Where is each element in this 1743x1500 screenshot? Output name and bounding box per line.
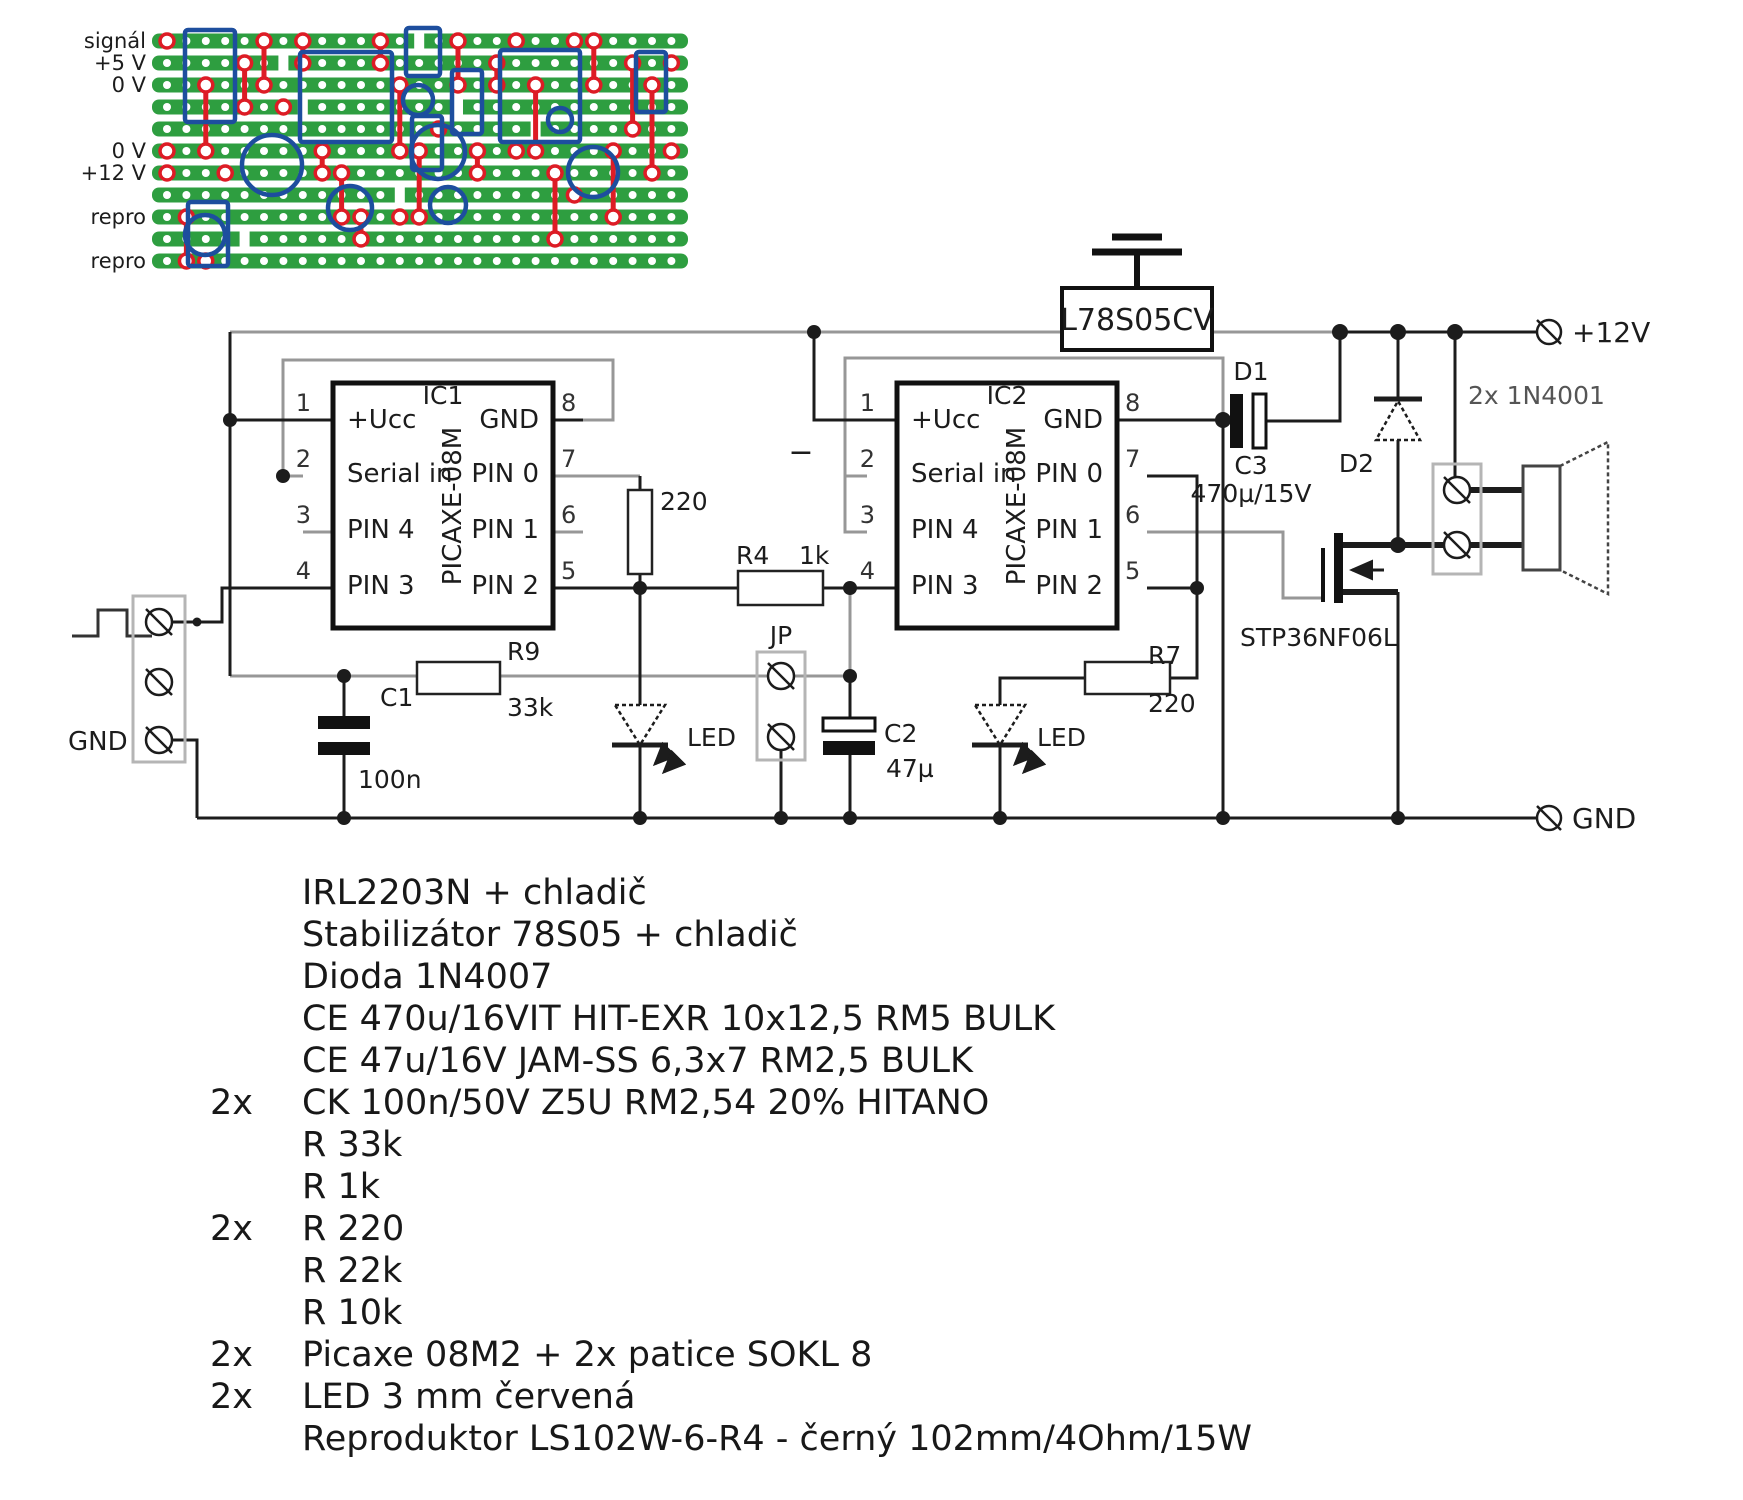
ic2-pin-number: 2 <box>859 445 875 473</box>
pulse-signal-icon <box>72 610 152 636</box>
parts-qty <box>210 1292 302 1334</box>
ic2-title: IC2 <box>986 381 1028 410</box>
parts-desc: CE 470u/16VIT HIT-EXR 10x12,5 RM5 BULK <box>302 999 1056 1039</box>
ic1-chip-name: PICAXE-08M <box>438 426 468 586</box>
c2-value: 47µ <box>886 754 934 783</box>
parts-desc: Dioda 1N4007 <box>302 957 553 997</box>
c1-label: C1 <box>380 683 414 712</box>
parts-qty <box>210 1166 302 1208</box>
parts-qty <box>210 872 302 914</box>
ic2-pin-label: PIN 2 <box>1035 571 1103 601</box>
ic2-pin1-wire <box>814 332 897 420</box>
r7-label: R7 <box>1148 641 1182 670</box>
ic2-pin-label: PIN 3 <box>911 571 979 601</box>
parts-row <box>0 1250 1743 1292</box>
ic1-pin-number: 8 <box>561 389 577 417</box>
ic2-pin-number: 8 <box>1125 389 1141 417</box>
ic1-pin-number: 3 <box>295 501 311 529</box>
parts-list <box>0 872 1743 1460</box>
led2 <box>972 705 1037 772</box>
parts-row <box>0 1040 1743 1082</box>
ic1-pin-label: PIN 2 <box>471 571 539 601</box>
jp-label: JP <box>769 621 793 650</box>
board-row-label: signál <box>83 29 146 53</box>
c3-value: 470µ/15V <box>1190 479 1312 508</box>
ic1-pin-label: PIN 0 <box>471 459 539 489</box>
led1 <box>612 705 677 772</box>
parts-desc: Stabilizátor 78S05 + chladič <box>302 915 798 955</box>
ic1-pin-number: 7 <box>561 445 577 473</box>
board-row-label: +12 V <box>80 161 146 185</box>
capacitor-c1 <box>318 716 370 755</box>
ic1-pin-number: 5 <box>561 557 577 585</box>
d2-label: D2 <box>1338 449 1374 478</box>
minus-label: − <box>788 435 814 470</box>
parts-desc: LED 3 mm červená <box>302 1377 636 1417</box>
led2-label: LED <box>1037 723 1086 752</box>
r9-label: R9 <box>507 637 541 666</box>
parts-qty: 2x <box>210 1209 253 1249</box>
ic1-picaxe <box>296 381 577 628</box>
regulator-label: L78S05CV <box>1060 303 1214 338</box>
parts-row <box>0 872 1743 914</box>
parts-row <box>0 1082 1743 1124</box>
ic2-pin-number: 1 <box>859 389 875 417</box>
gnd-left-label: GND <box>68 727 128 757</box>
ic2-pin-number: 6 <box>1125 501 1141 529</box>
ic2-pin-number: 5 <box>1125 557 1141 585</box>
ic1-pin-number: 1 <box>295 389 311 417</box>
capacitor-c3 <box>1230 394 1266 448</box>
ic2-pin-label: GND <box>1043 405 1103 435</box>
board-row-label: 0 V <box>111 139 146 163</box>
output-terminal-block <box>1433 464 1481 574</box>
diode-d2 <box>1374 399 1422 440</box>
diodes-label: 2x 1N4001 <box>1468 381 1605 410</box>
parts-qty <box>210 1040 302 1082</box>
parts-qty: 2x <box>210 1083 253 1123</box>
vplus-label: +12V <box>1572 316 1651 349</box>
r7-value: 220 <box>1148 689 1196 718</box>
r4-label: R4 <box>736 541 770 570</box>
vplus-terminal <box>1537 320 1561 344</box>
parts-qty <box>210 1124 302 1166</box>
resistor-r4 <box>738 571 823 605</box>
parts-row <box>0 1292 1743 1334</box>
parts-desc: R 1k <box>302 1167 380 1207</box>
ic2-picaxe <box>860 381 1141 628</box>
parts-qty <box>210 1250 302 1292</box>
parts-desc: R 220 <box>302 1209 405 1249</box>
parts-row <box>0 1166 1743 1208</box>
parts-qty: 2x <box>210 1377 253 1417</box>
parts-row <box>0 1334 1743 1376</box>
stripboard-layout <box>81 28 688 273</box>
ic2-pin-label: PIN 0 <box>1035 459 1103 489</box>
ic2-chip-name: PICAXE-08M <box>1002 426 1032 586</box>
parts-desc: CE 47u/16V JAM-SS 6,3x7 RM2,5 BULK <box>302 1041 973 1081</box>
gnd-terminal <box>1537 806 1561 830</box>
ic1-pin-number: 2 <box>295 445 311 473</box>
ic2-pin-label: PIN 1 <box>1035 515 1103 545</box>
led1-label: LED <box>687 723 736 752</box>
parts-qty <box>210 956 302 998</box>
c2-label: C2 <box>884 719 918 748</box>
c1-value: 100n <box>358 765 422 794</box>
c3-label: C3 <box>1234 451 1268 480</box>
jp-jumper-block <box>757 652 805 760</box>
parts-desc: IRL2203N + chladič <box>302 873 647 913</box>
parts-desc: CK 100n/50V Z5U RM2,54 20% HITANO <box>302 1083 990 1123</box>
ic1-pin-label: GND <box>479 405 539 435</box>
ic2-pin-label: Serial in <box>911 459 1017 489</box>
ic1-pin-number: 4 <box>295 557 311 585</box>
ic1-pin-label: Serial in <box>347 459 453 489</box>
r9-value: 33k <box>507 693 554 722</box>
ic2-pin-number: 3 <box>859 501 875 529</box>
ic1-pin-label: PIN 3 <box>347 571 415 601</box>
board-row-label: repro <box>90 249 146 273</box>
ic2-pin-number: 7 <box>1125 445 1141 473</box>
signal-input-wire <box>172 588 333 622</box>
ic1-pin-label: PIN 4 <box>347 515 415 545</box>
parts-qty <box>210 914 302 956</box>
regulator-78s05 <box>1060 237 1214 350</box>
speaker-icon <box>1523 442 1608 594</box>
ic2-pin-number: 4 <box>859 557 875 585</box>
r4-value: 1k <box>799 541 830 570</box>
led2-top-wire <box>1000 678 1085 705</box>
ic1-title: IC1 <box>422 381 464 410</box>
parts-row <box>0 1124 1743 1166</box>
board-row-label: repro <box>90 205 146 229</box>
parts-desc: Reproduktor LS102W-6-R4 - černý 102mm/4Ohm/15W <box>302 1419 1252 1459</box>
resistor-220-ic1 <box>628 490 652 574</box>
ic1-pin-number: 6 <box>561 501 577 529</box>
parts-row <box>0 998 1743 1040</box>
d1-label: D1 <box>1233 357 1269 386</box>
ic2-pin-label: PIN 4 <box>911 515 979 545</box>
parts-row <box>0 1208 1743 1250</box>
parts-row <box>0 1376 1743 1418</box>
parts-row <box>0 1418 1743 1460</box>
gnd-right-label: GND <box>1572 802 1637 835</box>
ic1-pin-label: +Ucc <box>347 405 417 435</box>
r220-label: 220 <box>660 487 708 516</box>
parts-desc: R 22k <box>302 1251 403 1291</box>
mosfet-label: STP36NF06L <box>1240 623 1397 652</box>
parts-row <box>0 956 1743 998</box>
parts-qty: 2x <box>210 1335 253 1375</box>
parts-row <box>0 914 1743 956</box>
parts-desc: R 33k <box>302 1125 403 1165</box>
ic1-pin-label: PIN 1 <box>471 515 539 545</box>
resistor-r9 <box>417 662 500 694</box>
parts-qty <box>210 1418 302 1460</box>
ic2-pin-label: +Ucc <box>911 405 981 435</box>
board-row-labels <box>81 29 147 273</box>
board-row-label: +5 V <box>94 51 146 75</box>
capacitor-c2 <box>823 718 875 755</box>
c3-right-wire <box>1266 332 1340 421</box>
parts-desc: R 10k <box>302 1293 403 1333</box>
board-row-label: 0 V <box>111 73 146 97</box>
parts-qty <box>210 998 302 1040</box>
parts-desc: Picaxe 08M2 + 2x patice SOKL 8 <box>302 1335 873 1375</box>
